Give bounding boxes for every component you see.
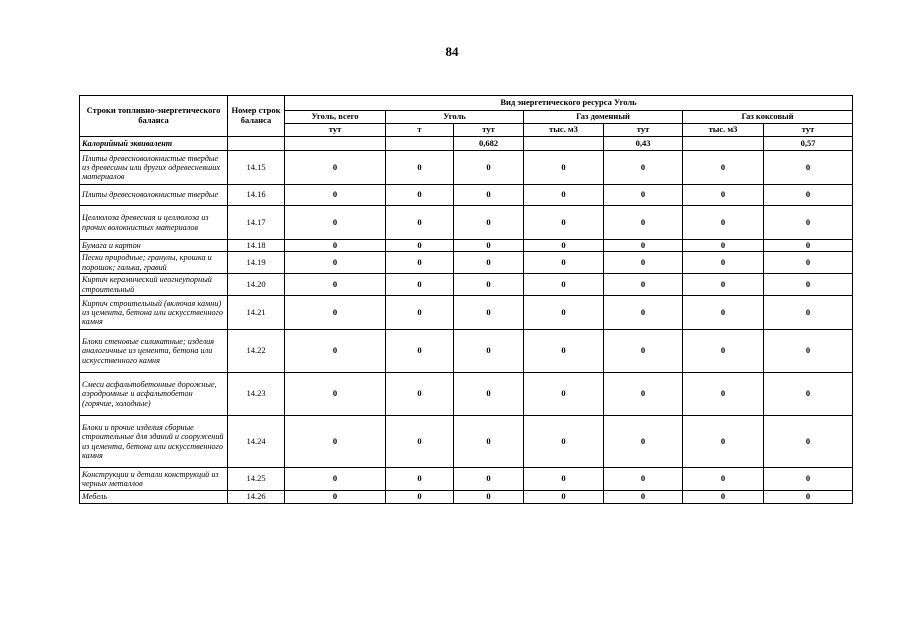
row-value: 0 [454, 468, 524, 491]
row-value: 0 [454, 416, 524, 468]
table-row [80, 151, 853, 185]
header-unit: т [386, 124, 454, 137]
row-value: 0 [454, 373, 524, 416]
calorific-code [228, 137, 285, 151]
row-value: 0 [764, 185, 853, 206]
row-value: 0 [683, 240, 764, 252]
row-name: Плиты древесноволокнистые твердые [80, 185, 228, 206]
row-code: 14.26 [228, 491, 285, 504]
row-value: 0 [604, 252, 683, 274]
row-name: Кирпич строительный (включая камни) из цемента, бетона или искусственного камня [80, 296, 228, 330]
header-code-label: Номер строк баланса [228, 96, 285, 137]
row-value: 0 [524, 252, 604, 274]
row-value: 0 [764, 240, 853, 252]
header-unit: тыс. м3 [524, 124, 604, 137]
row-value: 0 [524, 373, 604, 416]
row-value: 0 [285, 252, 386, 274]
row-value: 0 [683, 491, 764, 504]
table-row [80, 373, 853, 416]
row-name: Кирпич керамический неогнеупорный строительный [80, 274, 228, 296]
row-value: 0 [764, 373, 853, 416]
row-code: 14.19 [228, 252, 285, 274]
row-value: 0 [386, 206, 454, 240]
row-value: 0 [524, 468, 604, 491]
calorific-value: 0,57 [764, 137, 853, 151]
row-value: 0 [604, 151, 683, 185]
row-value: 0 [683, 416, 764, 468]
calorific-label: Калорийный эквивалент [80, 137, 228, 151]
row-value: 0 [604, 373, 683, 416]
row-value: 0 [604, 330, 683, 373]
row-value: 0 [386, 296, 454, 330]
row-value: 0 [764, 491, 853, 504]
row-value: 0 [454, 185, 524, 206]
row-code: 14.24 [228, 416, 285, 468]
row-name: Плиты древесноволокнистые твердые из древесины или других одревесневших материалов [80, 151, 228, 185]
row-name: Бумага и картон [80, 240, 228, 252]
row-value: 0 [524, 296, 604, 330]
header-resource-label: Вид энергетического ресурса Уголь [285, 96, 853, 111]
row-value: 0 [683, 468, 764, 491]
row-code: 14.20 [228, 274, 285, 296]
table-row [80, 185, 853, 206]
table-row [80, 252, 853, 274]
row-value: 0 [604, 185, 683, 206]
row-value: 0 [285, 330, 386, 373]
row-value: 0 [683, 185, 764, 206]
row-value: 0 [764, 468, 853, 491]
row-code: 14.17 [228, 206, 285, 240]
row-value: 0 [386, 240, 454, 252]
row-value: 0 [386, 252, 454, 274]
row-value: 0 [454, 206, 524, 240]
row-value: 0 [683, 274, 764, 296]
row-value: 0 [454, 491, 524, 504]
row-value: 0 [764, 151, 853, 185]
table-row [80, 468, 853, 491]
row-value: 0 [524, 185, 604, 206]
row-code: 14.16 [228, 185, 285, 206]
row-value: 0 [604, 491, 683, 504]
calorific-value [285, 137, 386, 151]
row-value: 0 [764, 252, 853, 274]
calorific-row [80, 137, 853, 151]
row-code: 14.21 [228, 296, 285, 330]
row-code: 14.18 [228, 240, 285, 252]
table-row [80, 206, 853, 240]
row-code: 14.23 [228, 373, 285, 416]
header-group-coal: Уголь [386, 111, 524, 124]
row-value: 0 [386, 468, 454, 491]
header-unit: тут [454, 124, 524, 137]
row-value: 0 [683, 206, 764, 240]
energy-balance-table [79, 95, 853, 504]
header-row-label: Строки топливно-энергетического баланса [80, 96, 228, 137]
row-value: 0 [285, 185, 386, 206]
row-value: 0 [604, 274, 683, 296]
calorific-value [524, 137, 604, 151]
calorific-value [386, 137, 454, 151]
row-value: 0 [285, 491, 386, 504]
table-row [80, 240, 853, 252]
row-value: 0 [454, 330, 524, 373]
row-code: 14.22 [228, 330, 285, 373]
table-row [80, 274, 853, 296]
row-value: 0 [285, 240, 386, 252]
row-value: 0 [764, 296, 853, 330]
row-value: 0 [604, 240, 683, 252]
header-group-coke-gas: Газ коксовый [683, 111, 853, 124]
calorific-value: 0,43 [604, 137, 683, 151]
row-value: 0 [604, 468, 683, 491]
row-value: 0 [683, 151, 764, 185]
page-number: 84 [445, 44, 459, 59]
row-value: 0 [454, 151, 524, 185]
row-value: 0 [454, 296, 524, 330]
row-name: Мебель [80, 491, 228, 504]
row-value: 0 [386, 274, 454, 296]
row-value: 0 [285, 468, 386, 491]
row-value: 0 [604, 206, 683, 240]
row-value: 0 [454, 274, 524, 296]
row-value: 0 [285, 151, 386, 185]
calorific-value [683, 137, 764, 151]
row-value: 0 [454, 252, 524, 274]
row-value: 0 [524, 240, 604, 252]
row-value: 0 [683, 330, 764, 373]
row-value: 0 [386, 330, 454, 373]
table-row [80, 416, 853, 468]
row-value: 0 [524, 151, 604, 185]
row-value: 0 [524, 330, 604, 373]
row-value: 0 [386, 491, 454, 504]
row-value: 0 [764, 416, 853, 468]
row-value: 0 [683, 252, 764, 274]
header-group-blast-furnace-gas: Газ доменный [524, 111, 683, 124]
row-value: 0 [683, 373, 764, 416]
table-row [80, 491, 853, 504]
row-value: 0 [285, 206, 386, 240]
row-code: 14.15 [228, 151, 285, 185]
row-value: 0 [386, 151, 454, 185]
row-value: 0 [386, 185, 454, 206]
row-value: 0 [604, 296, 683, 330]
header-unit: тут [604, 124, 683, 137]
table-row [80, 330, 853, 373]
row-value: 0 [285, 296, 386, 330]
row-name: Блоки стеновые силикатные; изделия аналогичные из цемента, бетона или искусственного камня [80, 330, 228, 373]
row-value: 0 [285, 373, 386, 416]
row-value: 0 [285, 416, 386, 468]
header-unit: тут [285, 124, 386, 137]
row-value: 0 [764, 206, 853, 240]
row-value: 0 [386, 373, 454, 416]
header-group-coal-total: Уголь, всего [285, 111, 386, 124]
row-value: 0 [524, 274, 604, 296]
row-value: 0 [285, 274, 386, 296]
row-value: 0 [454, 240, 524, 252]
header-unit: тут [764, 124, 853, 137]
table-row [80, 296, 853, 330]
table-body [80, 137, 853, 504]
row-value: 0 [683, 296, 764, 330]
row-value: 0 [524, 416, 604, 468]
row-name: Конструкции и детали конструкций из черных металлов [80, 468, 228, 491]
row-name: Пески природные; гранулы, крошка и порошок; галька, гравий [80, 252, 228, 274]
row-name: Целлюлоза древесная и целлюлоза из прочих волокнистых материалов [80, 206, 228, 240]
row-value: 0 [386, 416, 454, 468]
row-value: 0 [764, 274, 853, 296]
row-value: 0 [524, 206, 604, 240]
row-name: Блоки и прочие изделия сборные строительные для зданий и сооружений из цемента, бетона или искусственного камня [80, 416, 228, 468]
row-code: 14.25 [228, 468, 285, 491]
row-value: 0 [764, 330, 853, 373]
row-name: Смеси асфальтобетонные дорожные, аэродромные и асфальтобетон (горячие, холодные) [80, 373, 228, 416]
row-value: 0 [604, 416, 683, 468]
calorific-value: 0,682 [454, 137, 524, 151]
row-value: 0 [524, 491, 604, 504]
header-unit: тыс. м3 [683, 124, 764, 137]
